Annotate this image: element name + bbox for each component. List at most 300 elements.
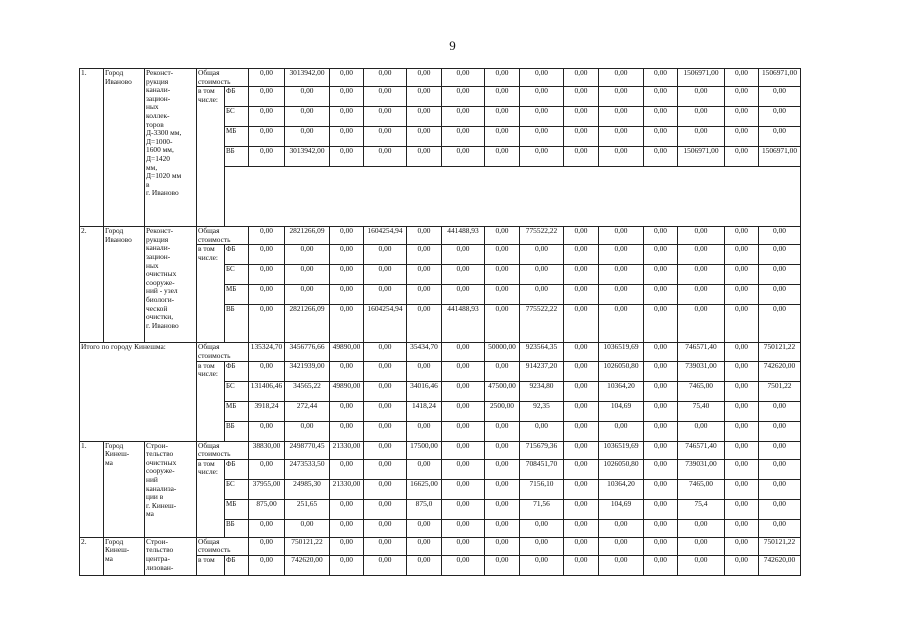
table-cell: 0,00 xyxy=(442,87,485,107)
table-cell: 0,00 xyxy=(599,147,644,167)
table-cell: 441488,93 xyxy=(442,227,485,245)
table-cell: 0,00 xyxy=(520,555,564,575)
table-cell: 0,00 xyxy=(249,87,285,107)
table-cell: ФБ xyxy=(225,87,249,107)
table-cell: 0,00 xyxy=(485,147,520,167)
table-cell: 7501,22 xyxy=(759,381,801,401)
table-cell: 0,00 xyxy=(520,285,564,305)
table-cell: 750121,22 xyxy=(759,343,801,361)
table-cell: 0,00 xyxy=(599,555,644,575)
table-cell: 0,00 xyxy=(599,421,644,441)
table-cell: 0,00 xyxy=(520,519,564,537)
table-cell: 0,00 xyxy=(364,127,407,147)
table-cell: МБ xyxy=(225,285,249,305)
table-cell: 2500,00 xyxy=(485,401,520,421)
table-cell: 0,00 xyxy=(285,127,330,147)
table-cell: 0,00 xyxy=(485,537,520,555)
table-cell: 0,00 xyxy=(442,537,485,555)
table-cell: ФБ xyxy=(225,245,249,265)
table-cell: 2498770,45 xyxy=(285,441,330,459)
table-cell: ВБ xyxy=(225,519,249,537)
table-cell: 0,00 xyxy=(564,147,599,167)
table-cell: 37955,00 xyxy=(249,479,285,499)
table-cell: 10364,20 xyxy=(599,381,644,401)
table-cell: 0,00 xyxy=(407,421,442,441)
table-cell: 92,35 xyxy=(520,401,564,421)
table-cell: 0,00 xyxy=(564,285,599,305)
table-cell: 0,00 xyxy=(249,459,285,479)
table-cell: 0,00 xyxy=(644,441,678,459)
table-cell: 3918,24 xyxy=(249,401,285,421)
table-cell: 0,00 xyxy=(725,519,759,537)
table-cell: 0,00 xyxy=(249,555,285,575)
table-cell: 742620,00 xyxy=(759,361,801,381)
table-cell: 0,00 xyxy=(442,361,485,381)
table-cell: 0,00 xyxy=(759,87,801,107)
table-cell: 0,00 xyxy=(249,305,285,343)
table-cell: 0,00 xyxy=(364,499,407,519)
table-cell: 0,00 xyxy=(678,227,725,245)
table-cell: 914237,20 xyxy=(520,361,564,381)
table-cell: 0,00 xyxy=(485,479,520,499)
table-cell: 0,00 xyxy=(485,421,520,441)
table-cell: 0,00 xyxy=(520,69,564,87)
table-cell: Город Иваново xyxy=(104,69,145,227)
table-cell: 0,00 xyxy=(644,87,678,107)
table-cell: 0,00 xyxy=(330,69,364,87)
table-cell: 35434,70 xyxy=(407,343,442,361)
table-cell: 0,00 xyxy=(725,227,759,245)
table-cell: 24985,30 xyxy=(285,479,330,499)
table-cell: в том числе: xyxy=(197,245,225,343)
table-cell: 0,00 xyxy=(407,519,442,537)
table-cell: 3421939,00 xyxy=(285,361,330,381)
table-cell: 34016,46 xyxy=(407,381,442,401)
table-cell: 0,00 xyxy=(285,245,330,265)
table-cell: 0,00 xyxy=(678,265,725,285)
table-cell: БС xyxy=(225,479,249,499)
table-cell: 0,00 xyxy=(725,361,759,381)
table-cell: 0,00 xyxy=(442,479,485,499)
table-cell: 0,00 xyxy=(564,343,599,361)
table-cell: 0,00 xyxy=(759,519,801,537)
table-cell: 0,00 xyxy=(678,421,725,441)
table-cell: 0,00 xyxy=(644,265,678,285)
table-cell: 0,00 xyxy=(564,107,599,127)
table-cell: 0,00 xyxy=(442,285,485,305)
table-cell: 0,00 xyxy=(725,305,759,343)
table-cell: 0,00 xyxy=(564,459,599,479)
table-cell: МБ xyxy=(225,127,249,147)
table-cell: 0,00 xyxy=(364,343,407,361)
table-cell: 0,00 xyxy=(364,285,407,305)
budget-table xyxy=(79,68,801,576)
table-cell: 0,00 xyxy=(330,265,364,285)
table-cell: 775522,22 xyxy=(520,305,564,343)
table-cell: 0,00 xyxy=(725,499,759,519)
table-cell: 0,00 xyxy=(678,87,725,107)
table-cell: 0,00 xyxy=(485,361,520,381)
table-cell: 0,00 xyxy=(644,519,678,537)
table-cell: 0,00 xyxy=(599,285,644,305)
table-cell: 742620,00 xyxy=(759,555,801,575)
table-cell: 0,00 xyxy=(599,519,644,537)
table-cell: 742620,00 xyxy=(285,555,330,575)
table-row xyxy=(80,441,801,459)
table-cell: 1604254,94 xyxy=(364,305,407,343)
table-cell: 0,00 xyxy=(759,441,801,459)
table-cell: 0,00 xyxy=(599,265,644,285)
table-row xyxy=(80,69,801,87)
table-cell: 0,00 xyxy=(249,537,285,555)
table-cell: 0,00 xyxy=(407,107,442,127)
table-cell: 0,00 xyxy=(285,107,330,127)
table-cell: 0,00 xyxy=(644,107,678,127)
table-cell: 0,00 xyxy=(249,421,285,441)
table-cell: 49890,00 xyxy=(330,381,364,401)
table-cell: 0,00 xyxy=(407,265,442,285)
table-cell: 0,00 xyxy=(599,69,644,87)
table-cell: 0,00 xyxy=(725,87,759,107)
table-cell: 0,00 xyxy=(249,107,285,127)
table-cell: 0,00 xyxy=(759,401,801,421)
table-cell: 3013942,00 xyxy=(285,147,330,167)
table-cell: 0,00 xyxy=(725,107,759,127)
table-cell: 1506971,00 xyxy=(678,147,725,167)
table-cell: Город Иваново xyxy=(104,227,145,343)
table-cell: 0,00 xyxy=(442,245,485,265)
table-cell: 0,00 xyxy=(442,147,485,167)
table-cell: 0,00 xyxy=(599,107,644,127)
table-cell: 0,00 xyxy=(364,401,407,421)
table-cell: 775522,22 xyxy=(520,227,564,245)
table-cell: 0,00 xyxy=(285,421,330,441)
table-cell: 0,00 xyxy=(407,147,442,167)
table-cell: 746571,40 xyxy=(678,441,725,459)
table-cell: 0,00 xyxy=(407,87,442,107)
table-cell: 0,00 xyxy=(249,361,285,381)
table-cell: 0,00 xyxy=(725,459,759,479)
table-cell: 0,00 xyxy=(364,441,407,459)
table-cell: 0,00 xyxy=(644,245,678,265)
table-cell: ФБ xyxy=(225,361,249,381)
table-cell: 0,00 xyxy=(678,245,725,265)
table-cell: Общая стоимость xyxy=(197,69,249,87)
table-cell: 0,00 xyxy=(330,499,364,519)
table-cell: 0,00 xyxy=(407,305,442,343)
table-cell: ВБ xyxy=(225,305,249,343)
table-cell: 0,00 xyxy=(644,401,678,421)
table-cell: 0,00 xyxy=(759,479,801,499)
table-cell: 104,69 xyxy=(599,499,644,519)
table-cell: 0,00 xyxy=(678,537,725,555)
table-cell: 1036519,69 xyxy=(599,343,644,361)
table-cell: 0,00 xyxy=(520,87,564,107)
table-cell: 50000,00 xyxy=(485,343,520,361)
table-cell: 47500,00 xyxy=(485,381,520,401)
table-cell: 49890,00 xyxy=(330,343,364,361)
table-cell: 1026050,80 xyxy=(599,459,644,479)
table-cell: 0,00 xyxy=(330,421,364,441)
table-cell: 0,00 xyxy=(725,441,759,459)
table-cell: 0,00 xyxy=(364,519,407,537)
table-cell: 0,00 xyxy=(364,381,407,401)
table-cell: 10364,20 xyxy=(599,479,644,499)
table-cell: 0,00 xyxy=(725,343,759,361)
table-cell: 0,00 xyxy=(564,519,599,537)
table-cell: 0,00 xyxy=(644,227,678,245)
table-cell: Общая стоимость xyxy=(197,227,249,245)
table-cell: Город Кинеш- ма xyxy=(104,537,145,575)
table-cell: 0,00 xyxy=(644,421,678,441)
table-cell: 0,00 xyxy=(599,537,644,555)
table-cell: 17500,00 xyxy=(407,441,442,459)
table-cell: 0,00 xyxy=(759,127,801,147)
table-cell: 71,56 xyxy=(520,499,564,519)
table-cell: 0,00 xyxy=(485,519,520,537)
table-cell: 0,00 xyxy=(725,127,759,147)
table-cell: 104,69 xyxy=(599,401,644,421)
table-cell: 0,00 xyxy=(644,499,678,519)
table-cell: 0,00 xyxy=(564,441,599,459)
table-cell: 0,00 xyxy=(485,441,520,459)
table-cell: 0,00 xyxy=(249,227,285,245)
page-number: 9 xyxy=(449,38,456,53)
table-cell: 2821266,09 xyxy=(285,227,330,245)
table-cell: в том числе: xyxy=(197,459,225,537)
table-cell: 1. xyxy=(80,69,104,227)
table-cell: 0,00 xyxy=(678,519,725,537)
table-cell: 21330,00 xyxy=(330,479,364,499)
table-body xyxy=(80,69,801,576)
table-cell: 2. xyxy=(80,227,104,343)
table-cell: 0,00 xyxy=(520,421,564,441)
table-cell: 0,00 xyxy=(364,107,407,127)
table-cell: 0,00 xyxy=(330,127,364,147)
table-cell: 0,00 xyxy=(759,421,801,441)
table-cell: 1026050,80 xyxy=(599,361,644,381)
table-cell: 3456776,66 xyxy=(285,343,330,361)
table-cell: 0,00 xyxy=(759,499,801,519)
table-cell: 0,00 xyxy=(407,555,442,575)
table-cell: Общая стоимость xyxy=(197,343,249,361)
table-cell: 0,00 xyxy=(407,127,442,147)
table-cell: 0,00 xyxy=(644,285,678,305)
table-cell: 131406,46 xyxy=(249,381,285,401)
table-cell: 0,00 xyxy=(759,107,801,127)
table-cell: 0,00 xyxy=(725,479,759,499)
table-cell: 0,00 xyxy=(442,459,485,479)
table-cell: 0,00 xyxy=(725,555,759,575)
table-cell: 135324,70 xyxy=(249,343,285,361)
table-cell: 0,00 xyxy=(564,479,599,499)
table-cell: 0,00 xyxy=(407,459,442,479)
table-cell: 0,00 xyxy=(564,361,599,381)
table-cell: 0,00 xyxy=(725,245,759,265)
table-cell: 1418,24 xyxy=(407,401,442,421)
table-cell: 0,00 xyxy=(485,265,520,285)
table-cell: 0,00 xyxy=(759,245,801,265)
table-cell: 0,00 xyxy=(330,87,364,107)
table-cell: 750121,22 xyxy=(285,537,330,555)
table-cell: ВБ xyxy=(225,147,249,167)
table-cell: 750121,22 xyxy=(759,537,801,555)
table-cell: 75,4 xyxy=(678,499,725,519)
table-cell: 0,00 xyxy=(285,265,330,285)
table-cell: 0,00 xyxy=(330,227,364,245)
table-cell: 0,00 xyxy=(407,537,442,555)
table-cell: 0,00 xyxy=(520,245,564,265)
table-cell: 0,00 xyxy=(249,519,285,537)
table-cell: 0,00 xyxy=(759,305,801,343)
table-cell: 0,00 xyxy=(364,87,407,107)
table-cell: 0,00 xyxy=(564,227,599,245)
table-cell: 0,00 xyxy=(485,305,520,343)
table-cell: 739031,00 xyxy=(678,459,725,479)
table-cell: 0,00 xyxy=(564,381,599,401)
table-cell: 7465,00 xyxy=(678,479,725,499)
table-cell: 272,44 xyxy=(285,401,330,421)
table-cell: 0,00 xyxy=(599,227,644,245)
table-cell: 0,00 xyxy=(485,107,520,127)
table-cell: в том числе: xyxy=(197,361,225,441)
table-cell: 0,00 xyxy=(725,401,759,421)
table-cell: 16625,00 xyxy=(407,479,442,499)
table-cell: 0,00 xyxy=(249,265,285,285)
table-cell: 0,00 xyxy=(442,381,485,401)
table-cell: Реконст- рукция канали- зацион- ных очистных сооруже- ний - узел биологи- ческой очистки, г. Иваново xyxy=(145,227,197,343)
table-cell: 0,00 xyxy=(485,285,520,305)
table-cell: в том xyxy=(197,555,225,575)
table-cell: 0,00 xyxy=(564,421,599,441)
table-cell: 441488,93 xyxy=(442,305,485,343)
table-cell: 0,00 xyxy=(485,127,520,147)
table-cell: 0,00 xyxy=(330,147,364,167)
table-cell: ФБ xyxy=(225,459,249,479)
table-cell: 0,00 xyxy=(330,245,364,265)
table-cell: 0,00 xyxy=(564,537,599,555)
table-cell: 0,00 xyxy=(725,265,759,285)
table-cell: 0,00 xyxy=(330,305,364,343)
table-cell: 0,00 xyxy=(759,285,801,305)
table-cell: 0,00 xyxy=(725,285,759,305)
table-cell: 3013942,00 xyxy=(285,69,330,87)
table-cell: 0,00 xyxy=(442,107,485,127)
table-cell: 1506971,00 xyxy=(759,69,801,87)
table-cell: 7156,10 xyxy=(520,479,564,499)
table-cell: Общая стоимость xyxy=(197,537,249,555)
table-cell: 0,00 xyxy=(599,127,644,147)
table-cell: 0,00 xyxy=(330,107,364,127)
table-cell: 0,00 xyxy=(249,147,285,167)
table-cell: 746571,40 xyxy=(678,343,725,361)
table-cell: ФБ xyxy=(225,555,249,575)
table-cell: БС xyxy=(225,381,249,401)
table-cell: 0,00 xyxy=(644,361,678,381)
table-cell: Строи- тельство центра- лизован- xyxy=(145,537,197,575)
table-cell: 0,00 xyxy=(364,245,407,265)
table-cell: 34565,22 xyxy=(285,381,330,401)
table-cell: 0,00 xyxy=(485,555,520,575)
table-cell: 0,00 xyxy=(485,69,520,87)
table-cell: 0,00 xyxy=(249,245,285,265)
table-cell: 0,00 xyxy=(364,147,407,167)
table-cell: 0,00 xyxy=(520,127,564,147)
table-cell: 0,00 xyxy=(285,519,330,537)
table-cell: 708451,70 xyxy=(520,459,564,479)
table-cell: 0,00 xyxy=(364,537,407,555)
table-cell: 1506971,00 xyxy=(759,147,801,167)
table-cell: 0,00 xyxy=(564,127,599,147)
table-cell: БС xyxy=(225,265,249,285)
table-cell: 0,00 xyxy=(564,401,599,421)
table-cell: 0,00 xyxy=(330,361,364,381)
table-cell: 0,00 xyxy=(520,537,564,555)
table-cell: 0,00 xyxy=(599,87,644,107)
table-row xyxy=(80,227,801,245)
table-cell: 0,00 xyxy=(485,499,520,519)
table-cell: Реконст- рукция канали- зацион- ных коллек- торов Д-3300 мм, Д=1000- 1600 мм, Д=1420 мм, Д=1020 мм в г. Иваново xyxy=(145,69,197,227)
table-cell: 0,00 xyxy=(442,265,485,285)
table-cell: 0,00 xyxy=(485,245,520,265)
table-cell: 923564,35 xyxy=(520,343,564,361)
table-row xyxy=(80,537,801,555)
table-cell: 0,00 xyxy=(644,305,678,343)
table-cell: 0,00 xyxy=(678,127,725,147)
table-cell: 0,00 xyxy=(364,459,407,479)
table-cell: 1506971,00 xyxy=(678,69,725,87)
table-cell: 0,00 xyxy=(249,285,285,305)
table-cell: 715679,36 xyxy=(520,441,564,459)
table-cell: 0,00 xyxy=(725,537,759,555)
table-cell: 0,00 xyxy=(442,555,485,575)
table-cell: 0,00 xyxy=(330,459,364,479)
table-cell: 75,40 xyxy=(678,401,725,421)
table-cell: 0,00 xyxy=(520,265,564,285)
table-cell: 21330,00 xyxy=(330,441,364,459)
table-cell: 9234,80 xyxy=(520,381,564,401)
table-cell: 0,00 xyxy=(442,421,485,441)
table-cell: 0,00 xyxy=(644,127,678,147)
table-cell: 0,00 xyxy=(759,227,801,245)
table-cell: 0,00 xyxy=(759,459,801,479)
table-cell: 0,00 xyxy=(330,519,364,537)
table-cell: 2473533,50 xyxy=(285,459,330,479)
table-cell: в том числе: xyxy=(197,87,225,227)
table-cell: 0,00 xyxy=(485,459,520,479)
table-cell: 0,00 xyxy=(442,401,485,421)
table-cell: 38830,00 xyxy=(249,441,285,459)
table-cell: Итого по городу Кинешма: xyxy=(80,343,197,441)
table-cell: 1. xyxy=(80,441,104,537)
table-cell: Общая стоимость xyxy=(197,441,249,459)
table-cell: БС xyxy=(225,107,249,127)
table-cell: 0,00 xyxy=(644,459,678,479)
table-cell: 0,00 xyxy=(564,305,599,343)
table-cell: 0,00 xyxy=(249,69,285,87)
table-cell: Город Кинеш- ма xyxy=(104,441,145,537)
table-cell: МБ xyxy=(225,401,249,421)
table-cell: 0,00 xyxy=(407,69,442,87)
table-cell: 1036519,69 xyxy=(599,441,644,459)
table-cell: 0,00 xyxy=(678,285,725,305)
table-cell: 0,00 xyxy=(678,107,725,127)
table-cell: 0,00 xyxy=(364,479,407,499)
table-cell: 0,00 xyxy=(644,343,678,361)
table-cell: 0,00 xyxy=(285,87,330,107)
table-cell: 0,00 xyxy=(725,421,759,441)
table-cell: МБ xyxy=(225,499,249,519)
